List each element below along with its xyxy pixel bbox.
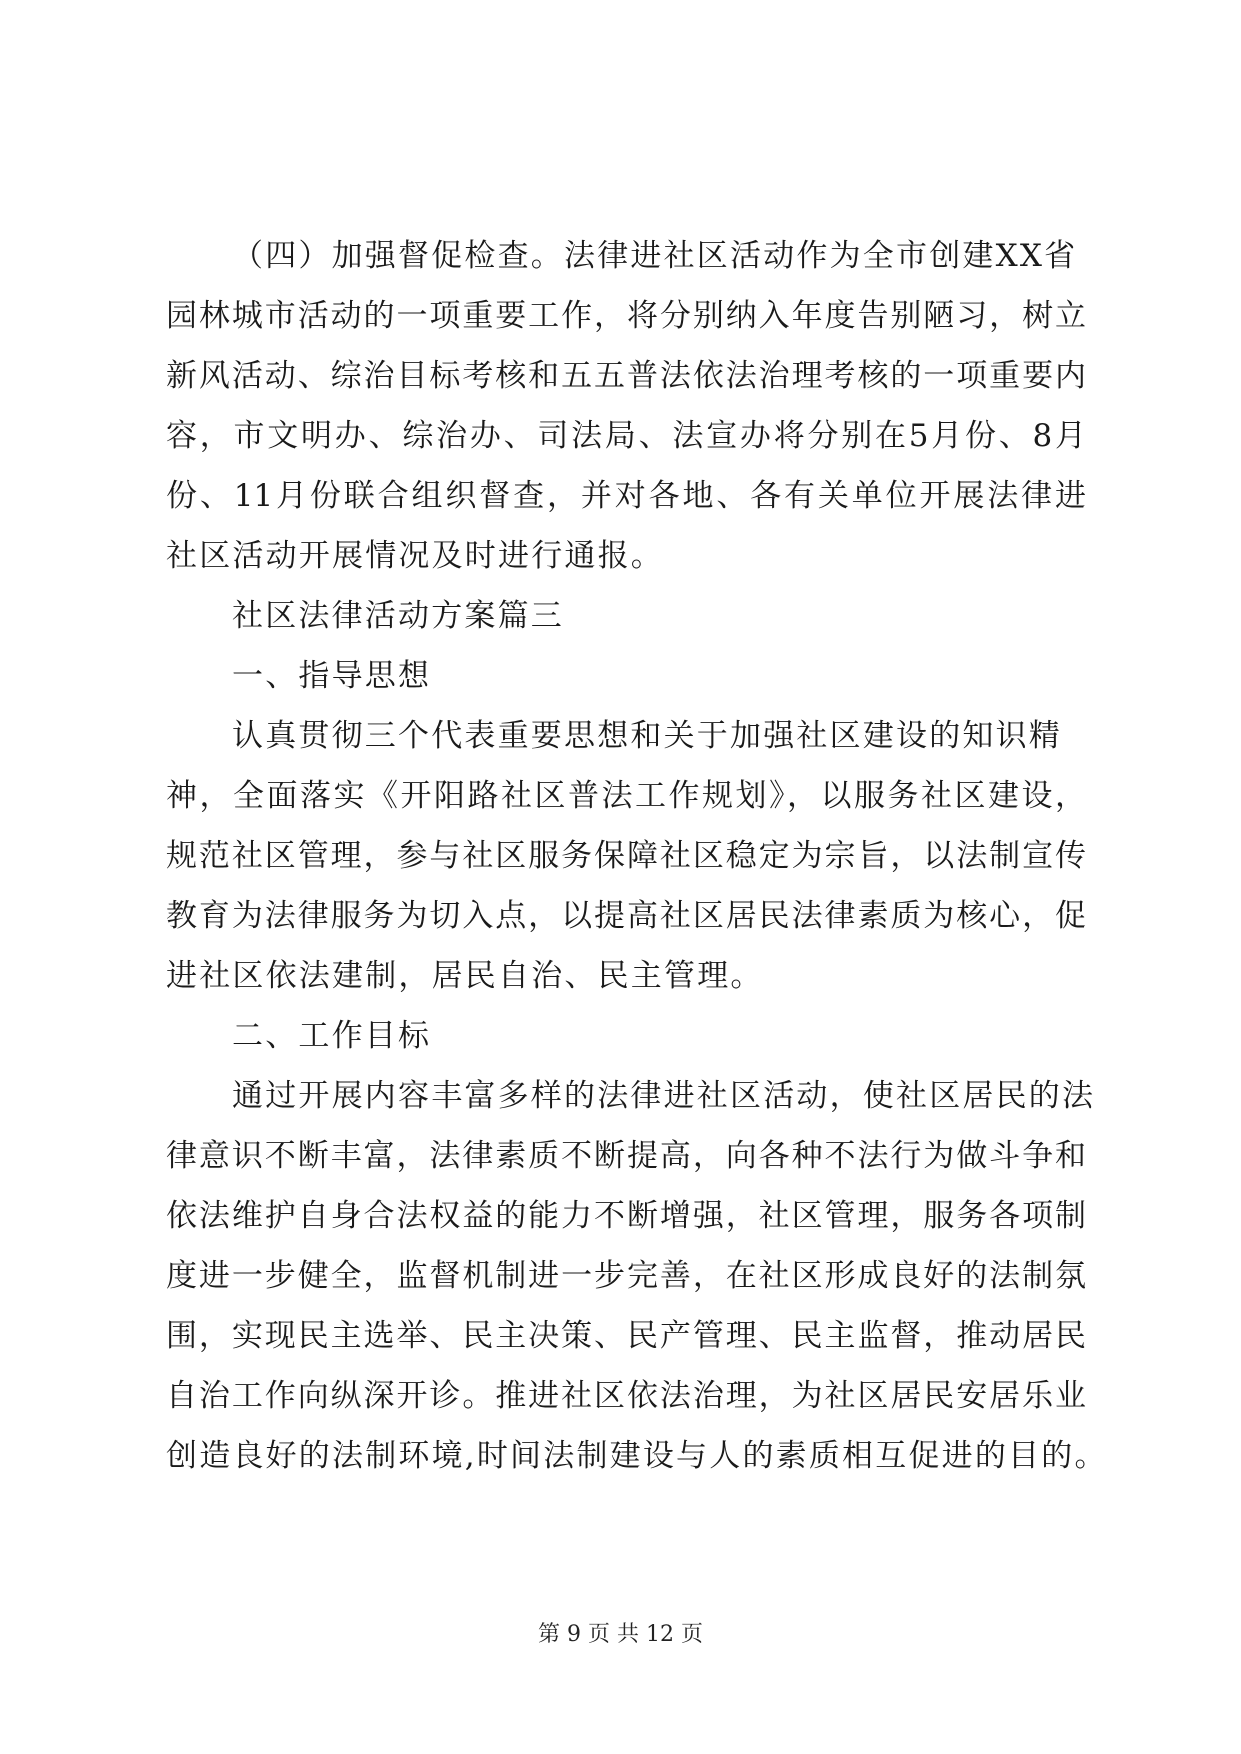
- paragraph-line: 进社区依法建制，居民自治、民主管理。: [166, 958, 764, 994]
- paragraph-line: 围，实现民主选举、民主决策、民产管理、民主监督，推动居民: [166, 1318, 1086, 1354]
- paragraph-line: （四）加强督促检查。法律进社区活动作为全市创建XX省: [232, 238, 1078, 274]
- paragraph-line: 容，市文明办、综治办、司法局、法宣办将分别在5月份、8月: [166, 418, 1086, 454]
- paragraph-line: 度进一步健全，监督机制进一步完善，在社区形成良好的法制氛: [166, 1258, 1086, 1294]
- paragraph-line: 律意识不断丰富，法律素质不断提高，向各种不法行为做斗争和: [166, 1138, 1086, 1174]
- paragraph-line: 新风活动、综治目标考核和五五普法依法治理考核的一项重要内: [166, 358, 1086, 394]
- paragraph-line: 自治工作向纵深开诊。推进社区依法治理，为社区居民安居乐业: [166, 1378, 1086, 1414]
- paragraph-line: 创造良好的法制环境,时间法制建设与人的素质相互促进的目的。: [166, 1438, 1108, 1474]
- section-heading: 二、工作目标: [232, 1018, 432, 1054]
- paragraph-line: 依法维护自身合法权益的能力不断增强，社区管理，服务各项制: [166, 1198, 1086, 1234]
- section-heading: 社区法律活动方案篇三: [232, 598, 564, 634]
- paragraph-line: 园林城市活动的一项重要工作，将分别纳入年度告别陋习，树立: [166, 298, 1086, 334]
- paragraph-line: 规范社区管理，参与社区服务保障社区稳定为宗旨，以法制宣传: [166, 838, 1086, 874]
- paragraph-line: 教育为法律服务为切入点，以提高社区居民法律素质为核心，促: [166, 898, 1086, 934]
- paragraph-line: 通过开展内容丰富多样的法律进社区活动，使社区居民的法: [232, 1078, 1096, 1114]
- paragraph-line: 神，全面落实《开阳路社区普法工作规划》，以服务社区建设，: [166, 778, 1086, 814]
- paragraph-line: 认真贯彻三个代表重要思想和关于加强社区建设的知识精: [232, 718, 1062, 754]
- document-body: [166, 226, 1108, 1486]
- paragraph-line: 社区活动开展情况及时进行通报。: [166, 538, 664, 574]
- section-heading: 一、指导思想: [232, 658, 432, 694]
- paragraph-line: 份、11月份联合组织督查，并对各地、各有关单位开展法律进: [166, 478, 1086, 514]
- page-number: 第 9 页 共 12 页: [538, 1622, 703, 1647]
